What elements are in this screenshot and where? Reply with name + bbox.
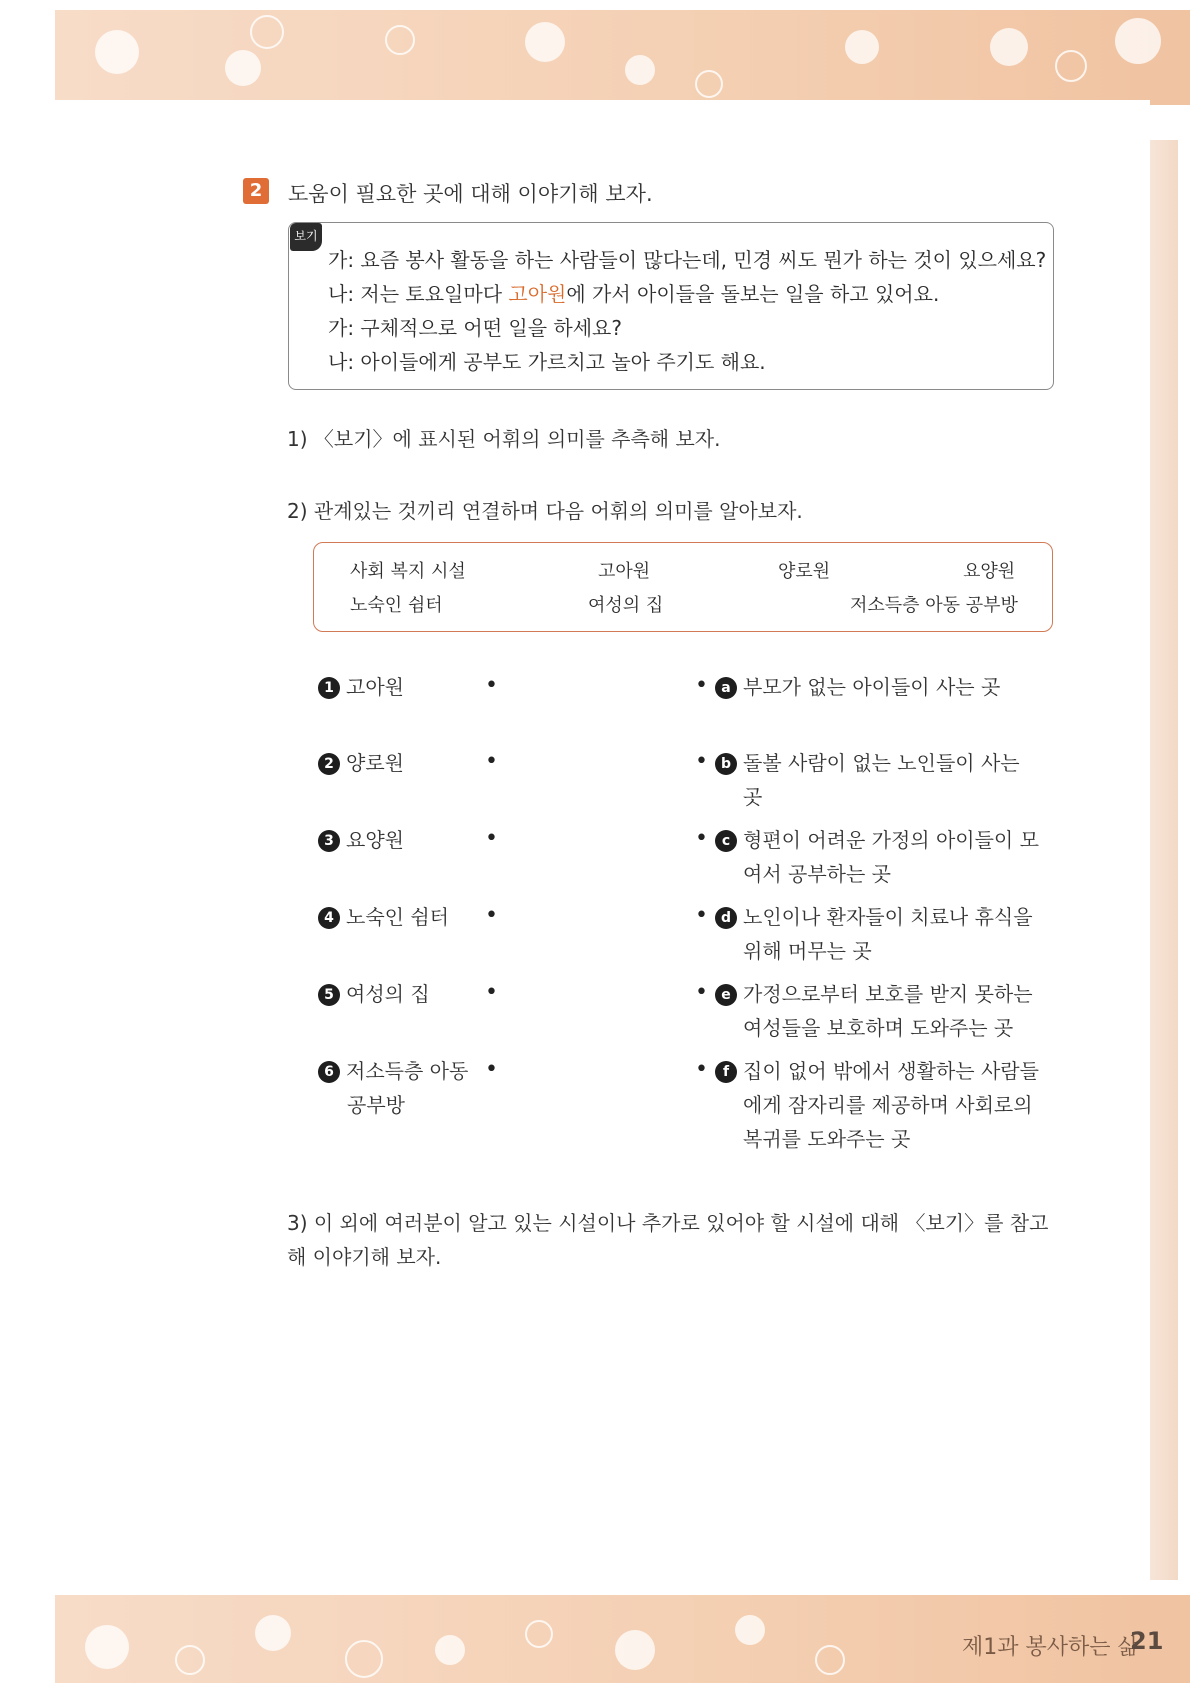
dialogue-line [328,244,1046,273]
dialogue-line [328,312,622,341]
dialogue-line [328,346,766,375]
match-left-item [318,746,404,780]
match-left-item [318,670,404,704]
speaker-label: 가: [328,316,355,340]
match-dot-left[interactable]: • [485,980,498,1005]
match-right-item [715,1054,1055,1156]
vocab-word: 고아원 [598,561,651,582]
item-label: 노숙인 쉼터 [346,905,449,929]
item-number-icon: 2 [318,753,340,775]
dialogue-text: 에 가서 아이들을 돌보는 일을 하고 있어요. [566,282,940,306]
vocab-word: 여성의 집 [588,595,664,616]
match-dot-right[interactable]: • [695,1057,708,1082]
vocabulary-box [313,542,1053,632]
match-right-item [715,977,1055,1045]
sub-question-3: 3) 이 외에 여러분이 알고 있는 시설이나 추가로 있어야 할 시설에 대해 〈보기〉를 참고해 이야기해 보자. [287,1211,1049,1269]
match-dot-right[interactable]: • [695,903,708,928]
item-letter-icon: c [715,830,737,852]
vocab-word: 노숙인 쉼터 [350,595,443,616]
vocab-word: 사회 복지 시설 [350,561,466,582]
dialogue-text: 아이들에게 공부도 가르치고 놀아 주기도 해요. [360,350,766,374]
match-left-item [318,1054,468,1122]
top-decorative-band [55,10,1190,105]
side-decorative-strip [1148,140,1178,1580]
match-dot-right[interactable]: • [695,673,708,698]
match-dot-left[interactable]: • [485,903,498,928]
speaker-label: 나: [328,282,355,306]
item-letter-icon: f [715,1061,737,1083]
item-letter-icon: e [715,984,737,1006]
item-letter-icon: d [715,907,737,929]
match-dot-right[interactable]: • [695,826,708,851]
vocab-word: 요양원 [963,561,1016,582]
item-description: 돌볼 사람이 없는 노인들이 사는 곳 [743,751,1020,809]
sub-question-1: 1) 〈보기〉에 표시된 어휘의 의미를 추측해 보자. [287,427,721,451]
example-tag: 보기 [290,223,322,251]
item-number-icon: 6 [318,1061,340,1083]
item-label: 공부방 [347,1093,405,1117]
page-number: 21 [1130,1627,1164,1655]
item-description: 형편이 어려운 가정의 아이들이 모여서 공부하는 곳 [743,828,1039,886]
item-number-icon: 3 [318,830,340,852]
item-number-icon: 1 [318,677,340,699]
item-description: 집이 없어 밖에서 생활하는 사람들에게 잠자리를 제공하며 사회로의 복귀를 도와주는 곳 [743,1059,1039,1151]
item-number-icon: 5 [318,984,340,1006]
item-label: 저소득층 아동 [346,1059,469,1083]
match-dot-left[interactable]: • [485,673,498,698]
match-right-item [715,746,1055,814]
match-left-item [318,977,430,1011]
item-letter-icon: a [715,677,737,699]
item-description: 노인이나 환자들이 치료나 휴식을 위해 머무는 곳 [743,905,1033,963]
item-label: 요양원 [346,828,404,852]
chapter-footer: 제1과 봉사하는 삶 [962,1635,1139,1660]
item-description: 가정으로부터 보호를 받지 못하는 여성들을 보호하며 도와주는 곳 [743,982,1033,1040]
match-right-item [715,670,1055,704]
match-right-item [715,900,1055,968]
speaker-label: 나: [328,350,355,374]
vocab-word: 양로원 [778,561,831,582]
vocab-word: 저소득층 아동 공부방 [850,595,1018,616]
item-label: 여성의 집 [346,982,430,1006]
item-description: 부모가 없는 아이들이 사는 곳 [743,675,1001,699]
dialogue-text: 요즘 봉사 활동을 하는 사람들이 많다는데, 민경 씨도 뭔가 하는 것이 있으세요? [360,248,1047,272]
match-dot-left[interactable]: • [485,826,498,851]
match-dot-right[interactable]: • [695,749,708,774]
dialogue-text: 구체적으로 어떤 일을 하세요? [360,316,622,340]
item-label: 양로원 [346,751,404,775]
speaker-label: 가: [328,248,355,272]
match-left-item [318,823,404,857]
match-dot-left[interactable]: • [485,1057,498,1082]
dialogue-line [328,278,939,307]
match-left-item [318,900,449,934]
question-title: 도움이 필요한 곳에 대해 이야기해 보자. [288,182,653,206]
item-number-icon: 4 [318,907,340,929]
item-label: 고아원 [346,675,404,699]
item-letter-icon: b [715,753,737,775]
sub-question-2: 2) 관계있는 것끼리 연결하며 다음 어휘의 의미를 알아보자. [287,499,803,523]
dialogue-text: 저는 토요일마다 [360,282,509,306]
match-right-item [715,823,1055,891]
match-dot-right[interactable]: • [695,980,708,1005]
highlighted-word: 고아원 [508,282,567,306]
question-number-badge: 2 [243,178,269,204]
match-dot-left[interactable]: • [485,749,498,774]
